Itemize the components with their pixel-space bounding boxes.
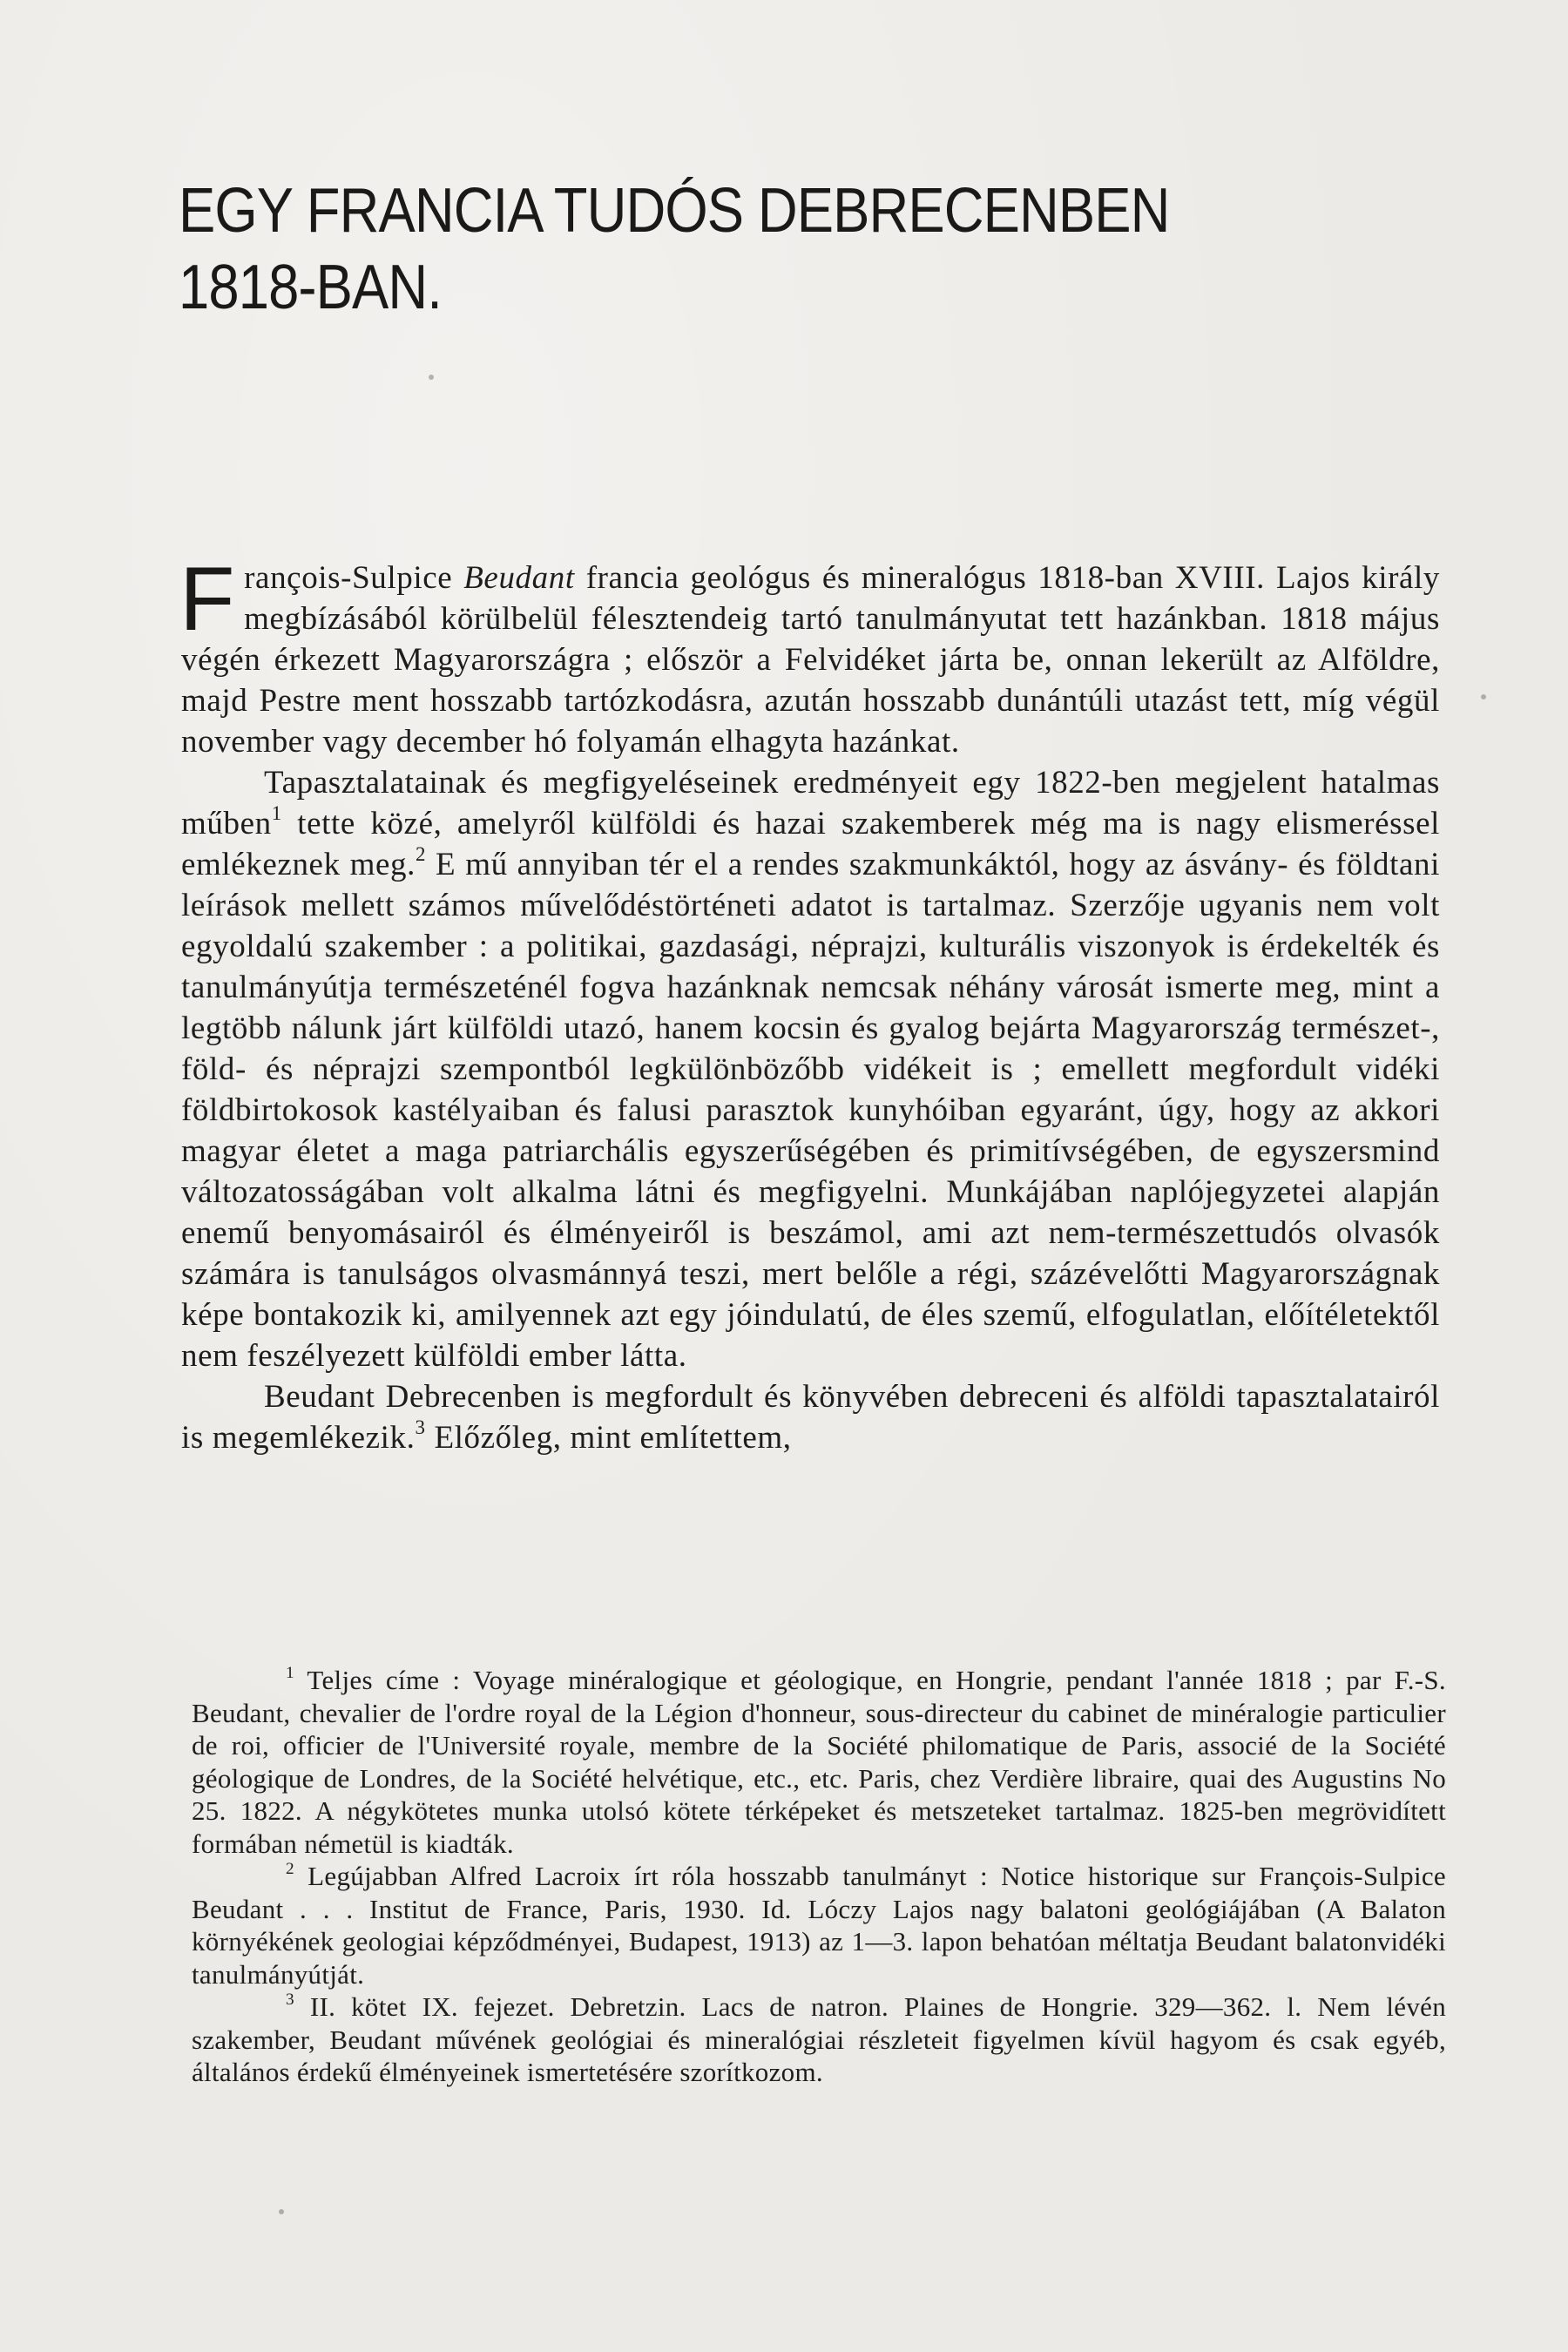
paragraph-1-rest: francia geológus és mineralógus 1818-ban XVIII. Lajos király megbízásából körülbelül félesztendeig tartó tanulmányutat tett hazánkban. 1818 május végén érkezett Magyarországra ; először a Felvidéket járta be, onnan lekerült az Alföldre, majd Pestre ment hosszabb tartózkodásra, azután hosszabb dunántúli utazást tett, míg végül november vagy december hó folyamán elhagyta hazánkat. xyxy=(181,560,1440,760)
paragraph-3 xyxy=(181,1376,1440,1458)
footnote-3-text: II. kötet IX. fejezet. Debretzin. Lacs de natron. Plaines de Hongrie. 329—362. l. Nem lévén szakember, Beudant művének geológiai és mineralógiai részleteit figyelmen kívül hagyom és csak egyéb, általános érdekű élményeinek ismertetésére szorítkozom. xyxy=(192,1991,1446,2087)
title-line-2: 1818-BAN. xyxy=(179,253,443,322)
footnote-ref-2: 2 xyxy=(416,843,427,866)
footnote-2-text: Legújabban Alfred Lacroix írt róla hosszabb tanulmányt : Notice historique sur François-Sulpice Beudant . . . Institut de France, Paris, 1930. Id. Lóczy Lajos nagy balatoni geológiájában (A Balaton környékének geologiai képződményei, Budapest, 1913) az 1—3. lapon behatóan méltatja Beudant balatonvidéki tanulmányútját. xyxy=(192,1861,1446,1990)
paragraph-1-lead: rançois-Sulpice xyxy=(244,560,464,596)
paragraph-2-part-c: E mű annyiban tér el a rendes szakmunkáktól, hogy az ásvány- és földtani leírások mellett számos művelődéstörténeti adatot is tartalmaz. Szerzője ugyanis nem volt egyoldalú szakember : a politikai, gazdasági, néprajzi, kulturális viszonyok is érdekelték és tanulmányútja természeténél fogva hazánknak nemcsak néhány városát ismerte meg, mint a legtöbb nálunk járt külföldi utazó, hanem kocsin és gyalog bejárta Magyarország természet-, föld- és néprajzi szempontból legkülönbözőbb vidékeit is ; emellett megfordult vidéki földbirtokosok kastélyaiban és falusi parasztok kunyhóiban egyaránt, úgy, hogy az akkori magyar életet a maga patriarchális egyszerűségében és primitívségében, de egyszersmind változatosságában volt alkalma látni és megfigyelni. Munkájában naplójegyzetei alapján enemű benyomásairól és élményeiről is beszámol, ami azt nem-természettudós olvasók számára is tanulságos olvasmánnyá teszi, mert belőle a régi, százévelőtti Magyarországnak képe bontakozik ki, amilyennek azt egy jóindulatú, de éles szemű, elfogulatlan, előítéletektől nem feszélyezett külföldi ember látta. xyxy=(181,847,1440,1374)
drop-cap: F xyxy=(179,549,236,650)
footnote-2 xyxy=(192,1860,1446,1990)
paragraph-2-part-a: Tapasztalatainak és megfigyeléseinek eredményeit egy 1822-ben megjelent hatalmas műben xyxy=(181,765,1440,841)
footnote-2-mark: 2 xyxy=(286,1859,294,1878)
article-body xyxy=(179,549,1440,1458)
paragraph-3-part-a: Beudant Debrecenben is megfordult és könyvében debreceni és alföldi tapasztalatairól is megemlékezik. xyxy=(181,1379,1440,1456)
print-speck xyxy=(279,2209,284,2214)
footnote-ref-3: 3 xyxy=(415,1416,426,1439)
footnote-1-text: Teljes címe : Voyage minéralogique et géologique, en Hongrie, pendant l'année 1818 ; par F.-S. Beudant, chevalier de l'ordre royal de la Légion d'honneur, sous-directeur du cabinet de minéralogie particulier de roi, officier de l'Université royale, membre de la Société philomatique de Paris, associé de la Société géologique de Londres, de la Société helvétique, etc., etc. Paris, chez Verdière libraire, quai des Augustins No 25. 1822. A négykötetes munka utolsó kötete térképeket és metszeteket tartalmaz. 1825-ben megrövidített formában németül is kiadták. xyxy=(192,1665,1446,1859)
footnote-1-mark: 1 xyxy=(286,1663,294,1682)
footnote-3-mark: 3 xyxy=(286,1990,294,2009)
footnote-3 xyxy=(192,1990,1446,2089)
footnote-ref-1: 1 xyxy=(271,802,282,825)
article-title xyxy=(179,172,1290,326)
footnote-1 xyxy=(192,1664,1446,1860)
paragraph-1 xyxy=(179,549,1440,762)
title-line-1: EGY FRANCIA TUDÓS DEBRECENBEN xyxy=(179,176,1170,246)
paragraph-2-part-b: tette közé, amelyről külföldi és hazai szakemberek még ma is nagy elismeréssel emlékeznek meg. xyxy=(181,806,1440,882)
footnotes xyxy=(192,1664,1446,2089)
author-name: Beudant xyxy=(463,560,575,596)
paragraph-3-part-b: Előzőleg, mint említettem, xyxy=(425,1420,792,1456)
paragraph-2 xyxy=(181,762,1440,1376)
print-speck xyxy=(429,375,434,380)
print-speck xyxy=(1481,694,1486,700)
